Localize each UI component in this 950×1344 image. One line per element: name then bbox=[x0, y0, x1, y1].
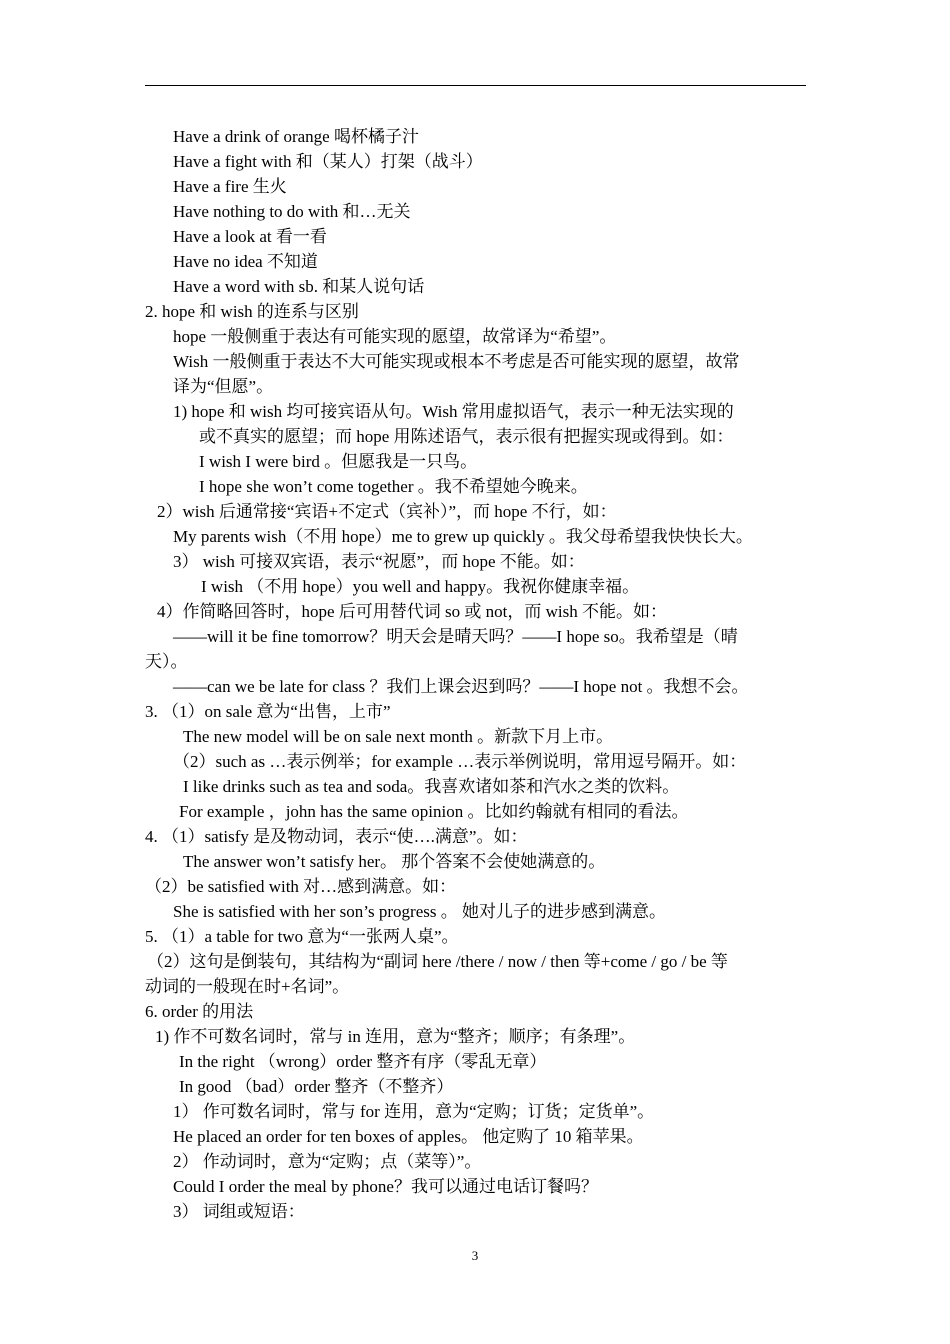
section-heading: 4. （1）satisfy 是及物动词，表示“使….满意”。如： bbox=[145, 827, 528, 846]
text-line: Could I order the meal by phone？我可以通过电话订餐吗？ bbox=[173, 1177, 598, 1196]
text-line: I wish I were bird 。但愿我是一只鸟。 bbox=[199, 452, 478, 471]
text-line: Have a look at 看一看 bbox=[173, 227, 327, 246]
text-line: In good （bad）order 整齐（不整齐） bbox=[179, 1077, 454, 1096]
text-line: 天）。 bbox=[145, 652, 188, 671]
text-line: 动词的一般现在时+名词”。 bbox=[145, 977, 350, 996]
text-line: I wish （不用 hope）you well and happy。我祝你健康幸福。 bbox=[201, 577, 640, 596]
text-line: Wish 一般侧重于表达不大可能实现或根本不考虑是否可能实现的愿望，故常 bbox=[173, 352, 740, 371]
text-line: I like drinks such as tea and soda。我喜欢诸如茶和汽水之类的饮料。 bbox=[183, 777, 680, 796]
text-line: Have nothing to do with 和…无关 bbox=[173, 202, 411, 221]
text-line: Have no idea 不知道 bbox=[173, 252, 318, 271]
section-heading: 3. （1）on sale 意为“出售，上市” bbox=[145, 702, 391, 721]
text-line: The new model will be on sale next month 。新款下月上市。 bbox=[183, 727, 614, 746]
text-line: （2）such as …表示例举；for example …表示举例说明，常用逗号隔开。如： bbox=[173, 752, 747, 771]
text-line: Have a drink of orange 喝杯橘子汁 bbox=[173, 127, 419, 146]
text-line: 1) 作不可数名词时，常与 in 连用，意为“整齐；顺序；有条理”。 bbox=[155, 1027, 636, 1046]
text-line: She is satisfied with her son’s progress 。 她对儿子的进步感到满意。 bbox=[173, 902, 666, 921]
text-line: He placed an order for ten boxes of apples。 他定购了 10 箱苹果。 bbox=[173, 1127, 644, 1146]
text-line: Have a word with sb. 和某人说句话 bbox=[173, 277, 425, 296]
page-number: 3 bbox=[471, 1248, 479, 1263]
text-line: 或不真实的愿望；而 hope 用陈述语气，表示很有把握实现或得到。如： bbox=[199, 427, 734, 446]
text-line: 2） 作动词时，意为“定购；点（菜等）”。 bbox=[173, 1152, 482, 1171]
text-line: Have a fight with 和（某人）打架（战斗） bbox=[173, 152, 483, 171]
text-line: 4）作简略回答时，hope 后可用替代词 so 或 not，而 wish 不能。如： bbox=[157, 602, 667, 621]
text-line: Have a fire 生火 bbox=[173, 177, 287, 196]
section-heading: 2. hope 和 wish 的连系与区别 bbox=[145, 302, 359, 321]
text-line: 1) hope 和 wish 均可接宾语从句。Wish 常用虚拟语气，表示一种无法实现的 bbox=[173, 402, 734, 421]
section-heading: 5. （1）a table for two 意为“一张两人桌”。 bbox=[145, 927, 459, 946]
text-line: I hope she won’t come together 。我不希望她今晚来。 bbox=[199, 477, 588, 496]
text-line: 3） 词组或短语： bbox=[173, 1202, 305, 1221]
text-line: The answer won’t satisfy her。 那个答案不会使她满意的。 bbox=[183, 852, 606, 871]
text-line: 3） wish 可接双宾语，表示“祝愿”，而 hope 不能。如： bbox=[173, 552, 585, 571]
section-heading: 6. order 的用法 bbox=[145, 1002, 254, 1021]
text-line: ——can we be late for class ？我们上课会迟到吗？——I hope not 。我想不会。 bbox=[173, 677, 749, 696]
text-line: （2）be satisfied with 对…感到满意。如： bbox=[145, 877, 457, 896]
text-line: hope 一般侧重于表达有可能实现的愿望，故常译为“希望”。 bbox=[173, 327, 617, 346]
text-line: （2）这句是倒装句，其结构为“副词 here /there / now / then 等+come / go / be 等 bbox=[147, 952, 728, 971]
text-line: In the right （wrong）order 整齐有序（零乱无章） bbox=[179, 1052, 547, 1071]
text-line: 1） 作可数名词时，常与 for 连用，意为“定购；订货；定货单”。 bbox=[173, 1102, 655, 1121]
header-rule bbox=[145, 85, 806, 86]
text-line: 2）wish 后通常接“宾语+不定式（宾补）”，而 hope 不行，如： bbox=[157, 502, 617, 521]
text-line: For example ，john has the same opinion 。比如约翰就有相同的看法。 bbox=[179, 802, 689, 821]
text-line: ——will it be fine tomorrow？明天会是晴天吗？——I hope so。我希望是（晴 bbox=[173, 627, 738, 646]
text-line: 译为“但愿”。 bbox=[173, 377, 274, 396]
text-line: My parents wish（不用 hope）me to grew up quickly 。我父母希望我快快长大。 bbox=[173, 527, 753, 546]
